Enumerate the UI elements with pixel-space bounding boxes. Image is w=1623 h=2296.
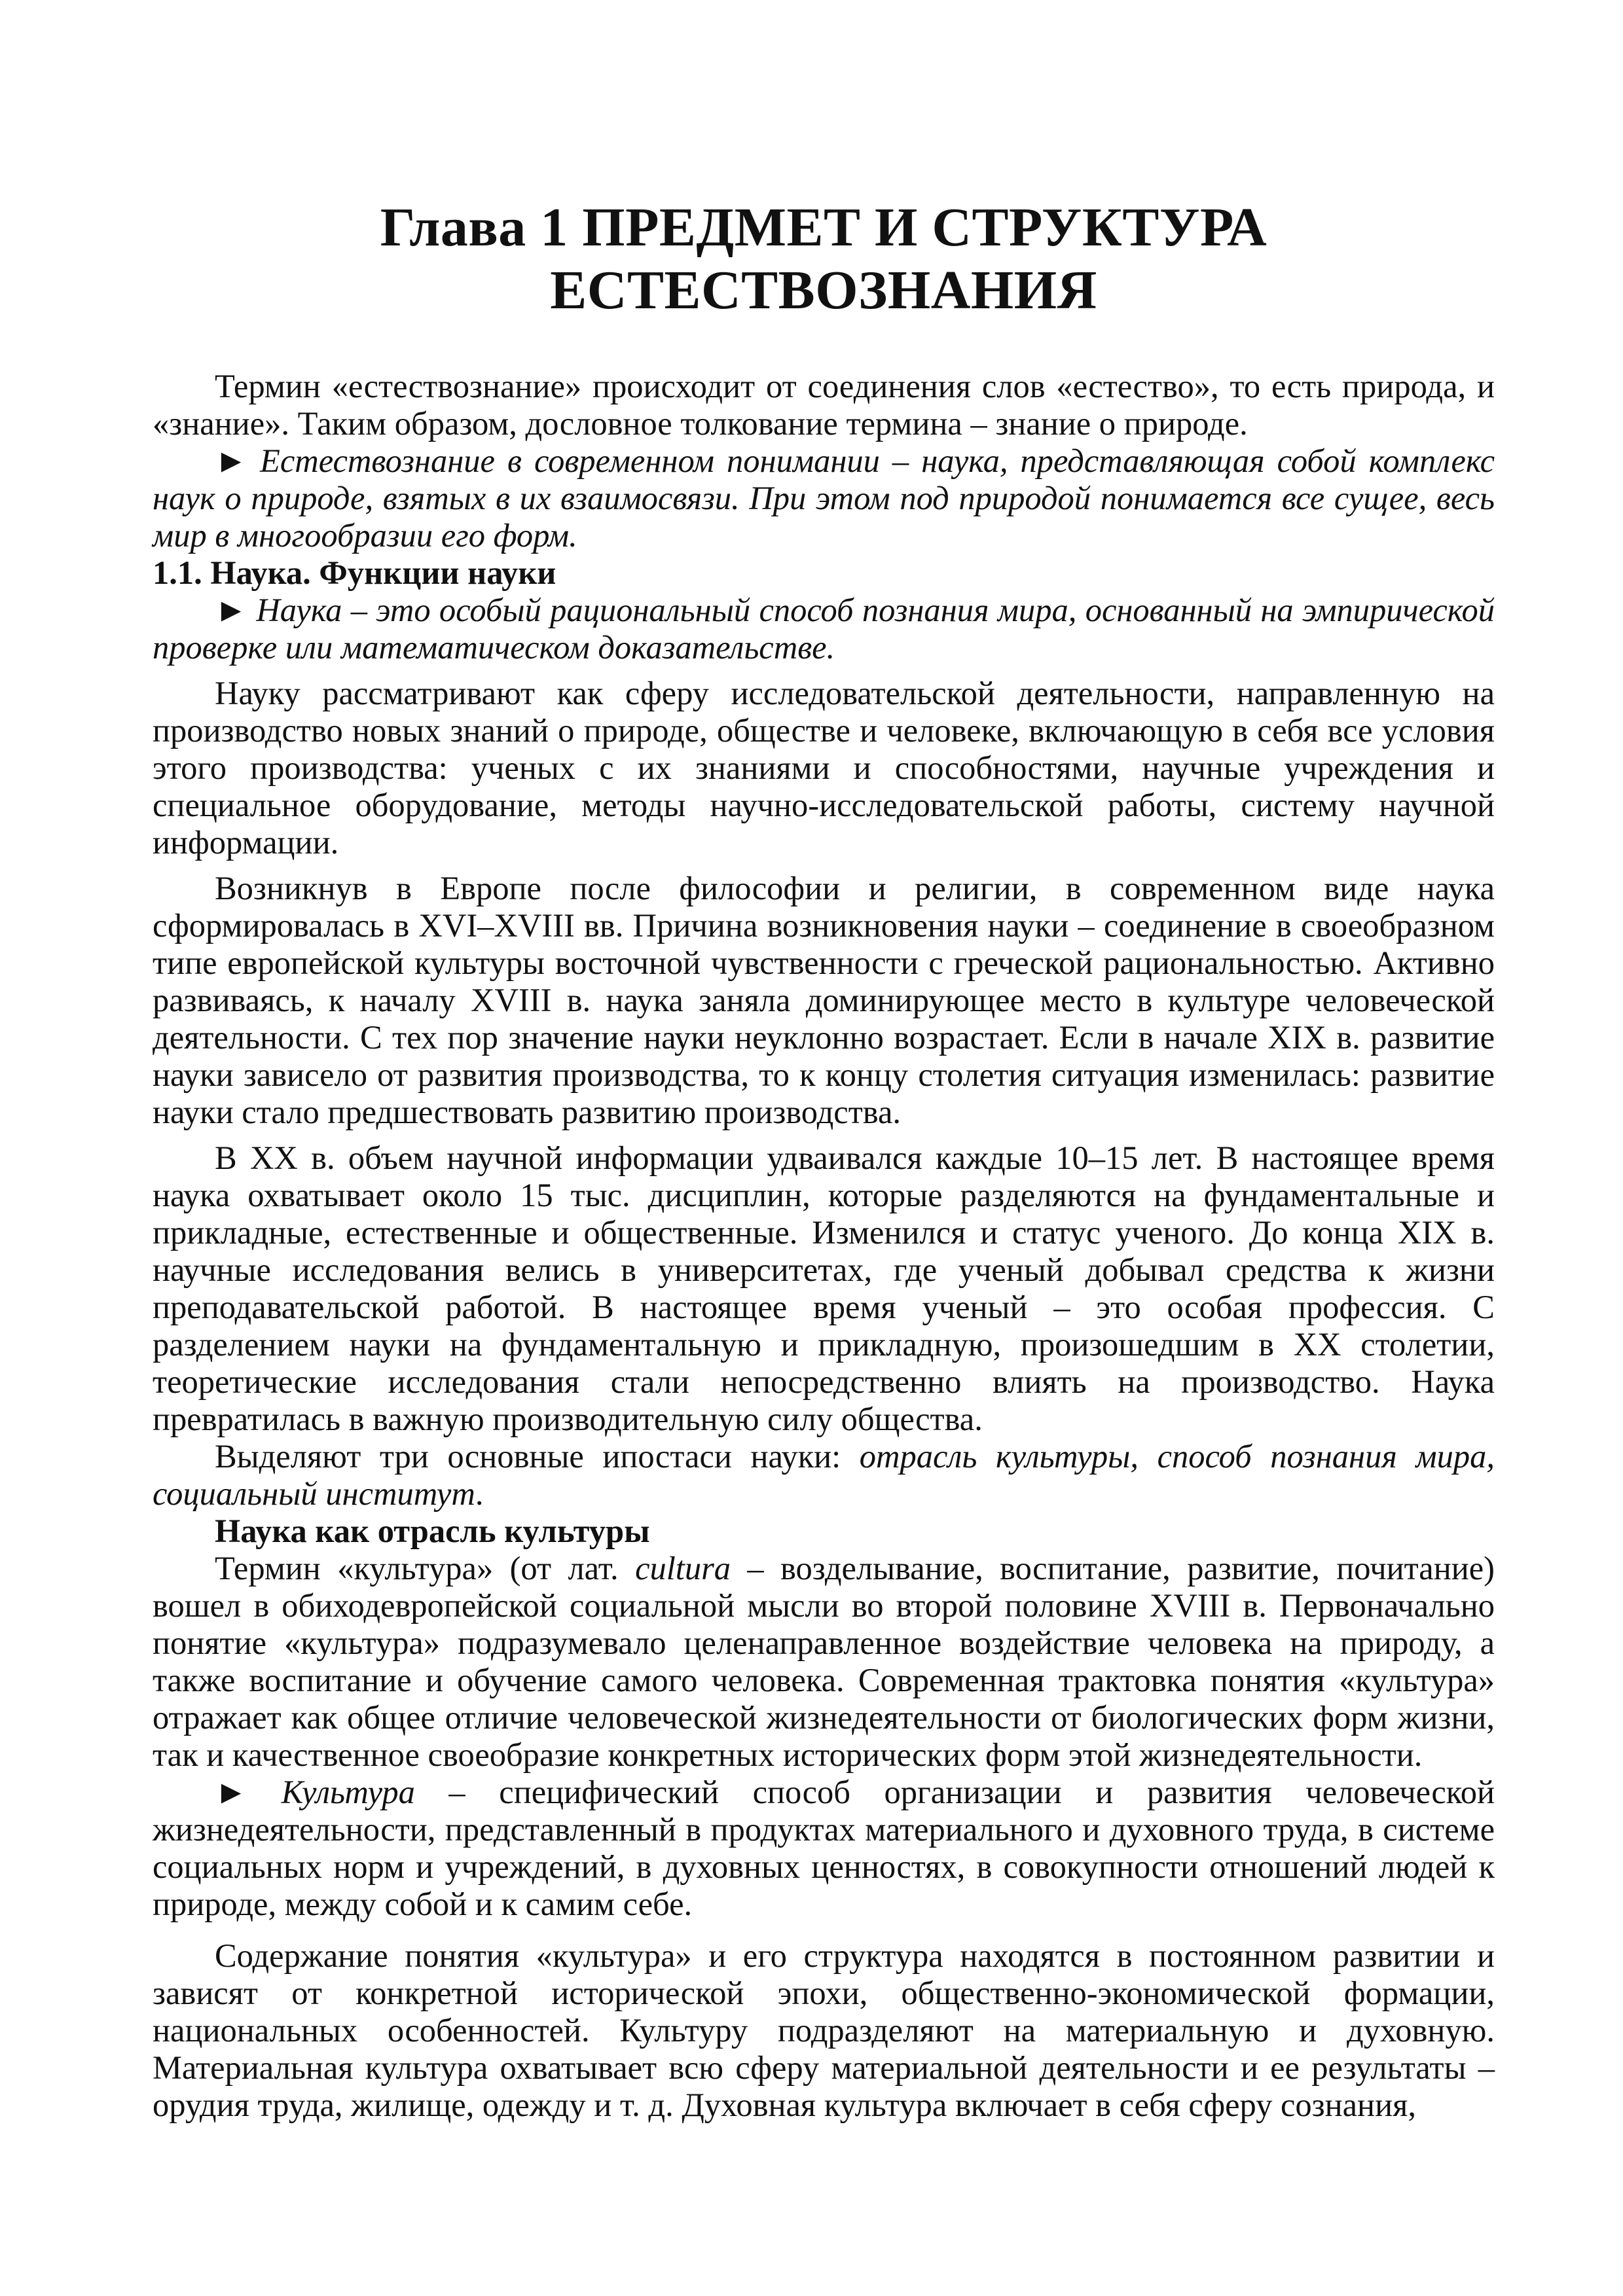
definition-marker: ► [215, 592, 247, 628]
paragraph-science-history: Возникнув в Европе после философии и религии, в современном виде наука сформировалась в XVI–XVIII вв. Причина возникновения науки – соединение в своеобразном типе европейской культуры восточной чувственности с греческой рациональностью. Активно развиваясь, к началу XVIII в. наука заняла доминирующее место в культуре человеческой деятельности. С тех пор значение науки неуклонно возрастает. Если в начале XIX в. развитие науки зависело от развития производства, то к концу столетия ситуация изменилась: развитие науки стало предшествовать развитию производства. [153, 870, 1495, 1130]
paragraph-intro: Термин «естествознание» происходит от соединения слов «естество», то есть природа, и «знание». Таким образом, дословное толкование термина – знание о природе. [153, 368, 1495, 442]
hypostases-end: . [475, 1475, 484, 1512]
document-page [153, 196, 1495, 2124]
paragraph-culture-term [153, 1550, 1495, 1774]
hypostases-lead: Выделяют три основные ипостаси науки: [215, 1438, 860, 1475]
definition-marker: ► [215, 442, 247, 479]
hypostases-list: отрасль культуры, способ познания мира, социальный институт [153, 1438, 1495, 1512]
definition-natural-science [153, 442, 1495, 554]
definition-science [153, 592, 1495, 666]
chapter-title-line-1: Глава 1 ПРЕДМЕТ И СТРУКТУРА [380, 197, 1267, 258]
paragraph-science-sphere: Науку рассматривают как сферу исследовательской деятельности, направленную на производство новых знаний о природе, обществе и человеке, включающую в себя все условия этого производства: ученых с их знаниями и способностями, научные учреждения и специальное оборудование, методы научно-исследовательской работы, систему научной информации. [153, 675, 1495, 861]
paragraph-three-hypostases [153, 1438, 1495, 1513]
paragraph-culture-structure: Содержание понятия «культура» и его структура находятся в постоянном развитии и зависят от конкретной исторической эпохи, общественно-экономической формации, национальных особенностей. Культуру подразделяют на материальную и духовную. Материальная культура охватывает всю сферу материальной деятельности и ее результаты – орудия труда, жилище, одежду и т. д. Духовная культура включает в себя сферу сознания, [153, 1937, 1495, 2123]
section-heading-1-1: 1.1. Наука. Функции науки [153, 554, 556, 591]
subsection-heading-culture: Наука как отрасль культуры [215, 1513, 650, 1549]
culture-term-rest: – возделывание, воспитание, развитие, почитание) вошел в обиходевропейской социальной мысли во второй половине XVIII в. Первоначально понятие «культура» подразумевало целенаправленное воздействие человека на природу, а также воспитание и обучение самого человека. Современная трактовка понятия «культура» отражает как общее отличие человеческой жизнедеятельности от биологических форм жизни, так и качественное своеобразие конкретных исторических форм этой жизнедеятельности. [153, 1550, 1495, 1773]
definition-marker: ► [215, 1774, 247, 1810]
definition-culture-text: – специфический способ организации и развития человеческой жизнедеятельности, представленный в продуктах материального и духовного труда, в системе социальных норм и учреждений, в духовных ценностях, в совокупности отношений людей к природе, между собой и к самим себе. [153, 1774, 1495, 1922]
definition-culture-term: Культура [281, 1774, 415, 1810]
culture-latin-word: cultura [635, 1550, 731, 1587]
definition-natural-science-text: Естествознание в современном понимании – наука, представляющая собой комплекс наук о природе, взятых в их взаимосвязи. При этом под природой понимается все сущее, весь мир в многообразии его форм. [153, 442, 1495, 554]
definition-science-text: Наука – это особый рациональный способ познания мира, основанный на эмпирической проверке или математическом доказательстве. [153, 592, 1495, 666]
culture-term-lead: Термин «культура» (от лат. [215, 1550, 636, 1587]
paragraph-science-20th-century: В XX в. объем научной информации удваивался каждые 10–15 лет. В настоящее время наука охватывает около 15 тыс. дисциплин, которые разделяются на фундаментальные и прикладные, естественные и общественные. Изменился и статус ученого. До конца XIX в. научные исследования велись в университетах, где ученый добывал средства к жизни преподавательской работой. В настоящее время ученый – это особая профессия. С разделением науки на фундаментальную и прикладную, произошедшим в XX столетии, теоретические исследования стали непосредственно влиять на производство. Наука превратилась в важную производительную силу общества. [153, 1139, 1495, 1437]
definition-culture [153, 1774, 1495, 1923]
chapter-title-line-2: ЕСТЕСТВОЗНАНИЯ [550, 260, 1097, 321]
chapter-title [153, 196, 1495, 322]
